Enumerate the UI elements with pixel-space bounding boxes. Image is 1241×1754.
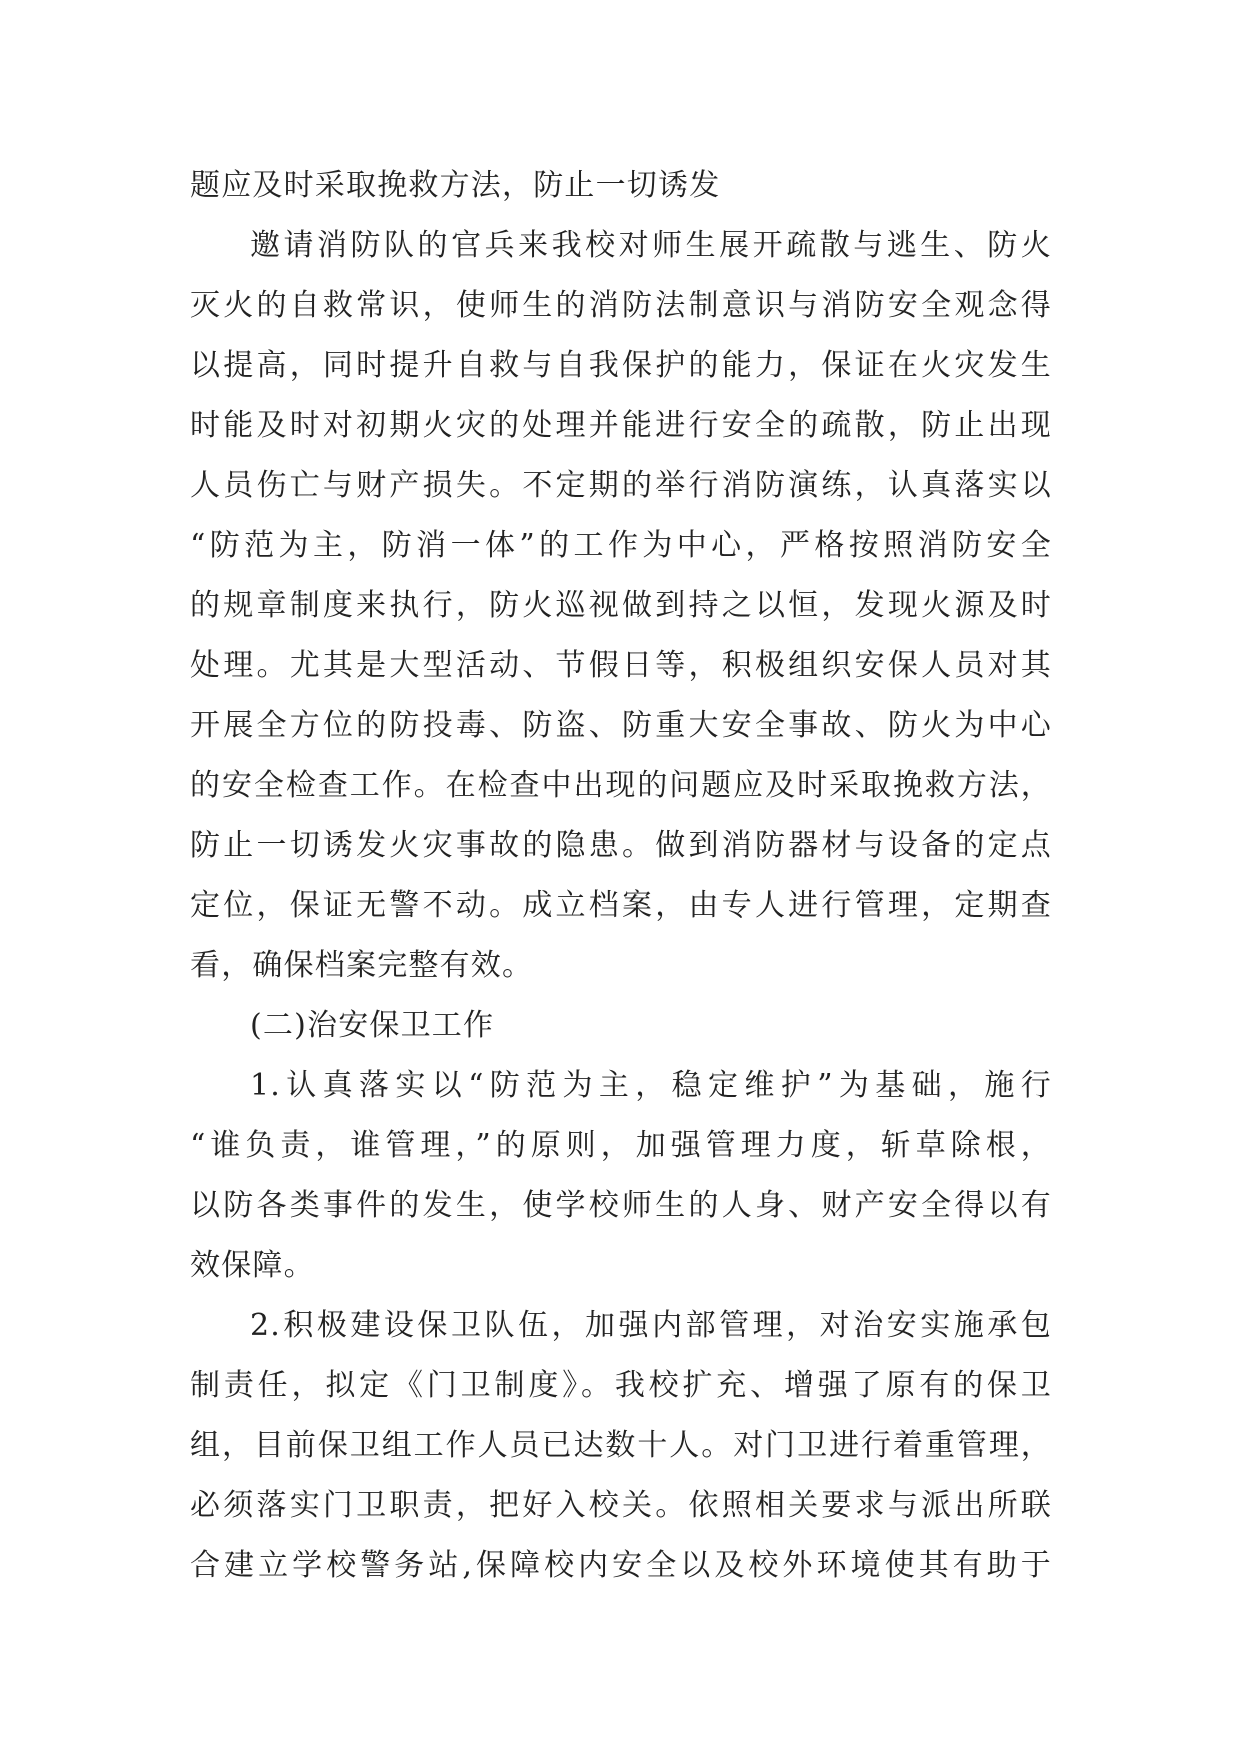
- section-heading: (二)治安保卫工作: [250, 1008, 495, 1043]
- text-line: 时能及时对初期火灾的处理并能进行安全的疏散，防止出现: [190, 408, 1052, 443]
- text-line: 处理。尤其是大型活动、节假日等，积极组织安保人员对其: [190, 648, 1052, 683]
- text-line: 合建立学校警务站,保障校内安全以及校外环境使其有助于: [190, 1548, 1052, 1583]
- text-line: 必须落实门卫职责，把好入校关。依照相关要求与派出所联: [190, 1488, 1052, 1523]
- document-body: [190, 156, 1052, 1596]
- text-line: 以防各类事件的发生，使学校师生的人身、财产安全得以有: [190, 1188, 1052, 1223]
- text-line: 以提高，同时提升自救与自我保护的能力，保证在火灾发生: [190, 348, 1052, 383]
- text-line: 灭火的自救常识，使师生的消防法制意识与消防安全观念得: [190, 288, 1052, 323]
- text-line: 看，确保档案完整有效。: [190, 948, 534, 983]
- text-line: “谁负责，谁管理，”的原则，加强管理力度，斩草除根，: [190, 1128, 1052, 1163]
- text-line: 题应及时采取挽救方法，防止一切诱发: [190, 168, 721, 203]
- text-line: 人员伤亡与财产损失。不定期的举行消防演练，认真落实以: [190, 468, 1052, 503]
- text-line: 防止一切诱发火灾事故的隐患。做到消防器材与设备的定点: [190, 828, 1052, 863]
- text-line: 组，目前保卫组工作人员已达数十人。对门卫进行着重管理，: [190, 1428, 1052, 1463]
- text-line: 邀请消防队的官兵来我校对师生展开疏散与逃生、防火: [250, 228, 1052, 263]
- text-line: 定位，保证无警不动。成立档案，由专人进行管理，定期查: [190, 888, 1052, 923]
- text-line: 1.认真落实以“防范为主，稳定维护”为基础，施行: [250, 1068, 1052, 1103]
- text-line: 的规章制度来执行，防火巡视做到持之以恒，发现火源及时: [190, 588, 1052, 623]
- text-line: 效保障。: [190, 1248, 315, 1283]
- text-line: “防范为主，防消一体”的工作为中心，严格按照消防安全: [190, 528, 1052, 563]
- text-line: 开展全方位的防投毒、防盗、防重大安全事故、防火为中心: [190, 708, 1052, 743]
- text-line: 的安全检查工作。在检查中出现的问题应及时采取挽救方法，: [190, 768, 1052, 803]
- text-line: 2.积极建设保卫队伍，加强内部管理，对治安实施承包: [250, 1308, 1052, 1343]
- text-line: 制责任，拟定《门卫制度》。我校扩充、增强了原有的保卫: [190, 1368, 1052, 1403]
